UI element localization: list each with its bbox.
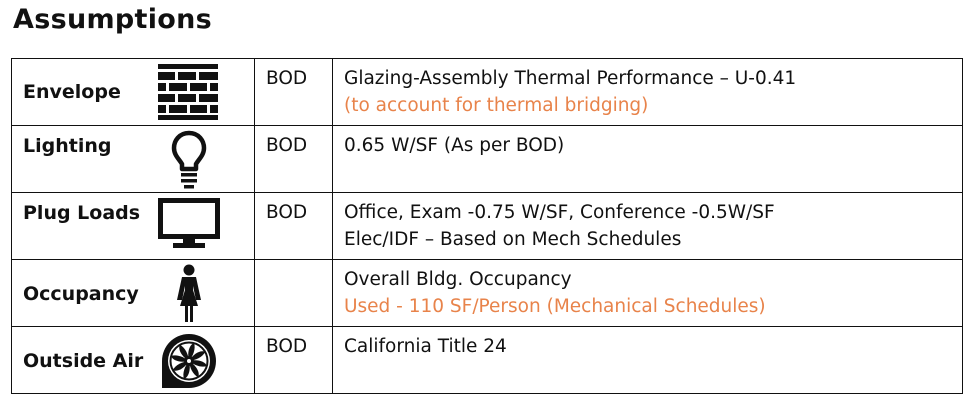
table-row (12, 126, 963, 193)
category-cell (12, 126, 255, 193)
bod-cell (255, 327, 333, 394)
monitor-icon (158, 198, 220, 258)
light-bulb-icon (171, 130, 207, 198)
category-cell (12, 59, 255, 126)
description-note: Used - 110 SF/Person (Mechanical Schedules) (344, 296, 766, 317)
description-cell (333, 260, 963, 327)
table-row (12, 193, 963, 260)
category-label: Outside Air (23, 350, 144, 372)
category-label: Lighting (23, 135, 112, 157)
description-line: Overall Bldg. Occupancy (344, 269, 572, 290)
description-note: (to account for thermal bridging) (344, 95, 649, 116)
bod-cell (255, 59, 333, 126)
category-label: Plug Loads (23, 202, 141, 224)
brick-wall-icon (158, 64, 218, 128)
description-line: Glazing-Assembly Thermal Performance – U-0.41 (344, 68, 797, 89)
description-line: Office, Exam -0.75 W/SF, Conference -0.5W/SF (344, 202, 775, 223)
category-cell (12, 327, 255, 394)
table-row (12, 327, 963, 394)
bod-cell (255, 193, 333, 260)
bod-label (255, 260, 332, 266)
fan-icon (159, 331, 219, 399)
table-row (12, 59, 963, 126)
bod-label: BOD (266, 135, 308, 156)
category-label: Occupancy (23, 283, 139, 305)
table-row (12, 260, 963, 327)
person-icon (174, 264, 204, 332)
description-cell (333, 59, 963, 126)
assumptions-table (11, 58, 963, 394)
category-cell (12, 193, 255, 260)
description-line: 0.65 W/SF (As per BOD) (344, 135, 565, 156)
category-label: Envelope (23, 81, 121, 103)
description-cell (333, 126, 963, 193)
description-line: California Title 24 (344, 336, 507, 357)
bod-label: BOD (266, 202, 308, 223)
description-line: Elec/IDF – Based on Mech Schedules (344, 229, 682, 250)
bod-label: BOD (266, 68, 308, 89)
category-cell (12, 260, 255, 327)
bod-label: BOD (266, 336, 308, 357)
page-title: Assumptions (13, 4, 213, 35)
bod-cell (255, 260, 333, 327)
description-cell (333, 327, 963, 394)
bod-cell (255, 126, 333, 193)
description-cell (333, 193, 963, 260)
